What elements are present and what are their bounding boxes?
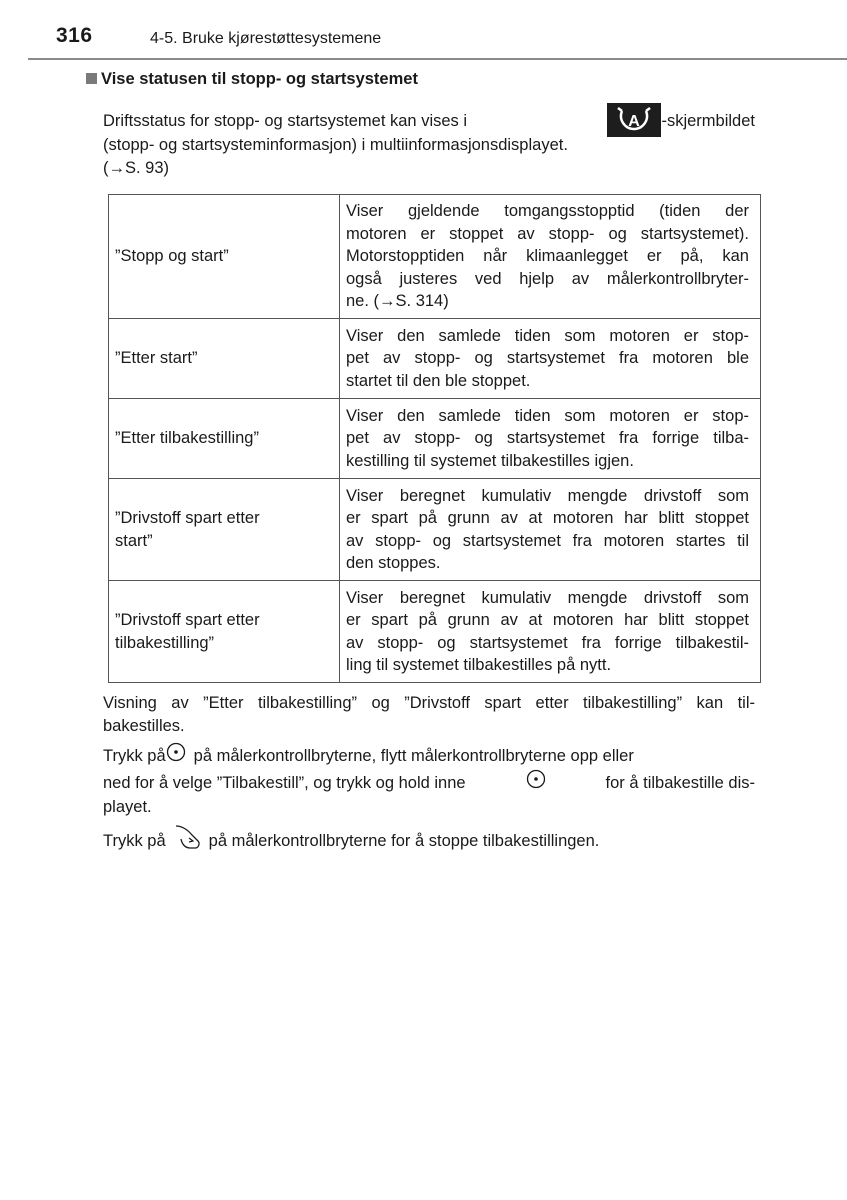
description-line: pet av stopp- og startsystemet fra forrige tilba- [346,429,749,448]
term-line: ”Drivstoff spart etter [115,509,260,527]
description-line: også justeres ved hjelp av målerkontrollbryter- [346,269,749,288]
svg-text:A: A [628,113,641,130]
description-line: motoren er stoppet av stopp- og startsystemet). [346,224,749,243]
table-term: ”Etter tilbakestilling” [109,399,340,479]
description-line: Viser beregnet kumulativ mengde drivstoff som [346,588,749,607]
note-line [103,743,755,770]
description-line: den stoppes. [346,554,441,572]
note-paragraph [103,825,755,858]
intro-line-2: (stopp- og startsysteminformasjon) i multiinformasjonsdisplayet. [103,136,568,154]
description-line: av stopp- og startsystemet fra forrige tilbakestil- [346,633,749,652]
note-line: Visning av ”Etter tilbakestilling” og ”Drivstoff spart etter tilbakestilling” kan til- [103,694,755,712]
note-text: på målerkontrollbryterne for å stoppe tilbakestillingen. [208,831,600,850]
note-line [103,825,755,858]
table-row [109,319,761,399]
table-term: ”Stopp og start” [109,195,340,319]
table-row [109,479,761,581]
intro-line-3: (→S. 93) [103,159,170,177]
ok-button-icon [166,742,186,769]
table-description [340,319,761,399]
term-line: ”Drivstoff spart etter [115,611,260,629]
table-term [109,479,340,581]
table-term [109,581,340,683]
description-line: startet til den ble stoppet. [346,371,531,390]
note-text: Trykk på [103,747,166,765]
status-table [108,194,761,683]
ok-button-icon [526,769,546,796]
intro-text-b: -skjermbildet [661,111,755,130]
header-divider [28,58,847,60]
description-line: Viser den samlede tiden som motoren er stop- [346,406,749,425]
intro-paragraph [103,108,755,180]
description-line: av stopp- og startsystemet fra motoren startes til [346,531,749,550]
subheading [86,70,418,89]
table-row [109,399,761,479]
notes [103,692,755,863]
description-line: Motorstopptiden når klimaanlegget er på, kan [346,247,749,266]
description-line: er spart på grunn av at motoren har blitt stoppet [346,611,749,629]
term-line: start” [115,531,153,550]
square-bullet-icon [86,73,97,84]
description-line: Viser gjeldende tomgangsstopptid (tiden der [346,202,749,221]
section-title: 4-5. Bruke kjørestøttesystemene [150,30,382,47]
page-number: 316 [56,24,93,47]
description-line: ne. (→S. 314) [346,292,449,311]
description-line: kestilling til systemet tilbakestilles igjen. [346,451,634,470]
table-description [340,479,761,581]
description-line: ling til systemet tilbakestilles på nytt. [346,656,612,674]
description-line: pet av stopp- og startsystemet fra motoren ble [346,349,749,368]
note-paragraph [103,692,755,737]
table-row [109,581,761,683]
note-text: Trykk på [103,831,166,850]
note-text: ned for å velge ”Tilbakestill”, og trykk og hold inne [103,773,466,792]
note-line: playet. [103,798,152,816]
table-description [340,399,761,479]
subheading-text: Vise statusen til stopp- og startsystemet [101,70,418,88]
term-line: tilbakestilling” [115,633,215,652]
back-button-icon [174,824,202,857]
table-description [340,195,761,319]
table-row [109,195,761,319]
table-description [340,581,761,683]
note-line [103,770,755,797]
description-line: Viser beregnet kumulativ mengde drivstoff som [346,486,749,505]
note-text: for å tilbakestille dis- [605,773,755,792]
note-text: på målerkontrollbryterne, flytt målerkontrollbryterne opp eller [193,747,634,765]
table-term: ”Etter start” [109,319,340,399]
description-line: er spart på grunn av at motoren har blitt stoppet [346,509,749,527]
intro-line-1 [103,108,755,134]
stop-start-display-icon [607,103,661,137]
note-paragraph [103,743,755,819]
description-line: Viser den samlede tiden som motoren er stop- [346,326,749,345]
intro-text-a: Driftsstatus for stopp- og startsystemet kan vises i [103,111,468,130]
note-line: bakestilles. [103,716,185,735]
